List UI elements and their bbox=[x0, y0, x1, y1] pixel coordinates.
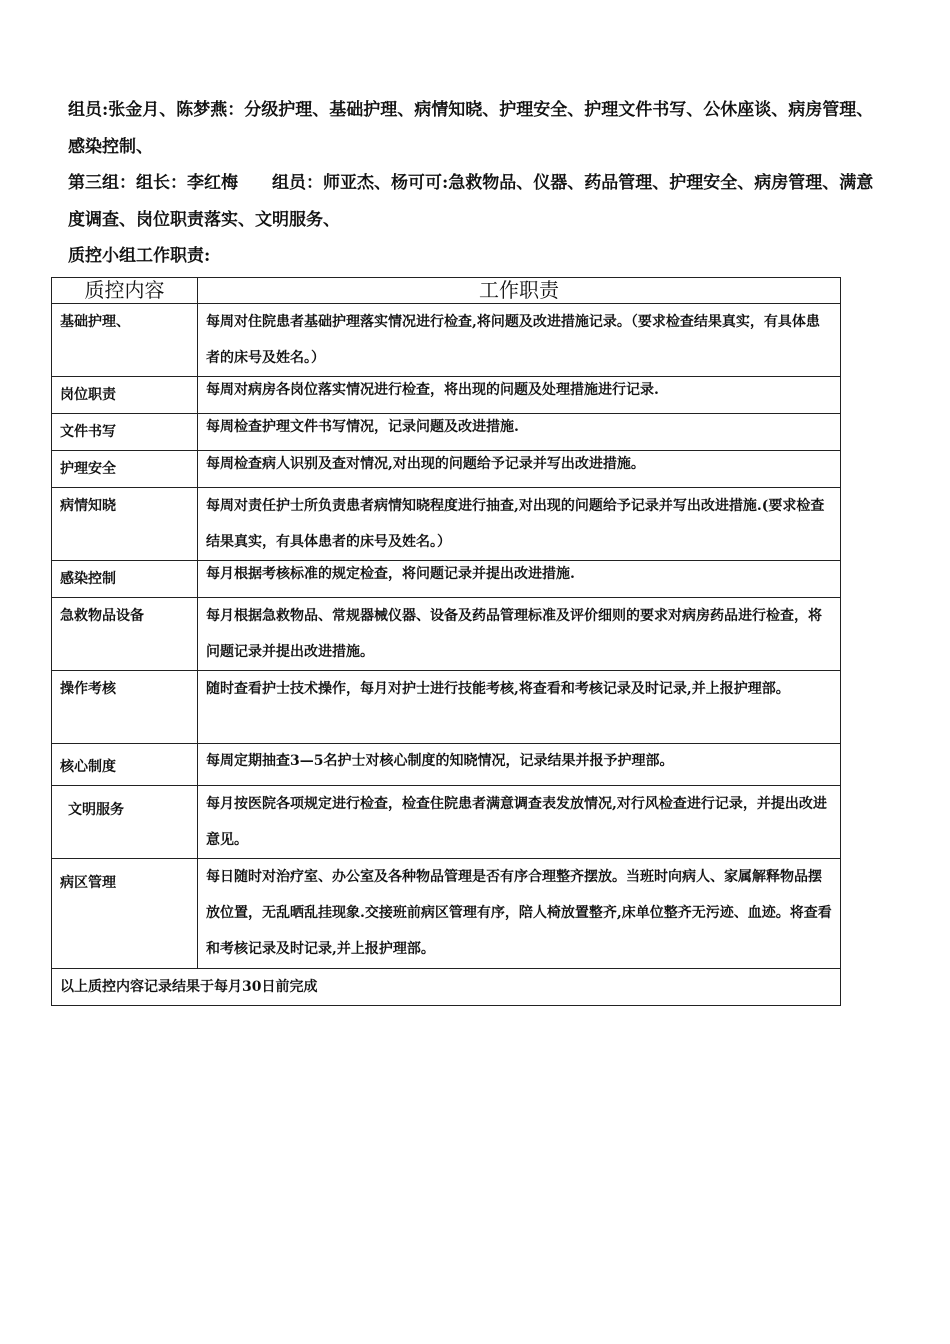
duty-table bbox=[51, 277, 841, 1006]
table-row bbox=[52, 744, 841, 786]
row-duty: 每周对住院患者基础护理落实情况进行检查,将问题及改进措施记录。（要求检查结果真实，有具体患者的床号及姓名。） bbox=[198, 304, 841, 377]
row-item: 病区管理 bbox=[52, 859, 198, 969]
table-row bbox=[52, 304, 841, 377]
table-footer-row bbox=[52, 969, 841, 1006]
table-row bbox=[52, 414, 841, 451]
table-row bbox=[52, 377, 841, 414]
table-row bbox=[52, 598, 841, 671]
row-duty: 每周对病房各岗位落实情况进行检查，将出现的问题及处理措施进行记录. bbox=[198, 377, 841, 414]
header-duty: 工作职责 bbox=[198, 278, 841, 304]
row-duty: 每周对责任护士所负责患者病情知晓程度进行抽查,对出现的问题给予记录并写出改进措施.(要求检查结果真实，有具体患者的床号及姓名。） bbox=[198, 488, 841, 561]
header-content: 质控内容 bbox=[52, 278, 198, 304]
table-row bbox=[52, 859, 841, 969]
row-item: 护理安全 bbox=[52, 451, 198, 488]
table-row bbox=[52, 671, 841, 744]
row-duty: 每周检查护理文件书写情况，记录问题及改进措施. bbox=[198, 414, 841, 451]
row-item: 岗位职责 bbox=[52, 377, 198, 414]
table-row bbox=[52, 488, 841, 561]
row-duty: 每周检查病人识别及查对情况,对出现的问题给予记录并写出改进措施。 bbox=[198, 451, 841, 488]
row-duty: 每周定期抽查3—5名护士对核心制度的知晓情况，记录结果并报予护理部。 bbox=[198, 744, 841, 786]
group-three-paragraph: 第三组：组长：李红梅 组员：师亚杰、杨可可:急救物品、仪器、药品管理、护理安全、病房管理、满意度调查、岗位职责落实、文明服务、 bbox=[68, 173, 874, 230]
table-footer-note: 以上质控内容记录结果于每月30日前完成 bbox=[52, 969, 841, 1006]
table-row bbox=[52, 451, 841, 488]
row-item: 操作考核 bbox=[52, 671, 198, 744]
row-item: 核心制度 bbox=[52, 744, 198, 786]
row-duty: 每月根据急救物品、常规器械仪器、设备及药品管理标准及评价细则的要求对病房药品进行检查，将问题记录并提出改进措施。 bbox=[198, 598, 841, 671]
row-item: 感染控制 bbox=[52, 561, 198, 598]
row-item: 基础护理、 bbox=[52, 304, 198, 377]
row-duty: 随时查看护士技术操作，每月对护士进行技能考核,将查看和考核记录及时记录,并上报护理部。 bbox=[198, 671, 841, 744]
duties-heading: 质控小组工作职责: bbox=[68, 246, 211, 266]
row-item: 文明服务 bbox=[52, 786, 198, 859]
row-item: 急救物品设备 bbox=[52, 598, 198, 671]
row-duty: 每月按医院各项规定进行检查，检查住院患者满意调查表发放情况,对行风检查进行记录，并提出改进意见。 bbox=[198, 786, 841, 859]
row-item: 文件书写 bbox=[52, 414, 198, 451]
table-row bbox=[52, 786, 841, 859]
row-duty: 每月根据考核标准的规定检查，将问题记录并提出改进措施. bbox=[198, 561, 841, 598]
row-duty: 每日随时对治疗室、办公室及各种物品管理是否有序合理整齐摆放。当班时向病人、家属解释物品摆放位置，无乱晒乱挂现象.交接班前病区管理有序，陪人椅放置整齐,床单位整齐无污迹、血迹。将查看和考核记录及时记录,并上报护理部。 bbox=[198, 859, 841, 969]
table-header-row bbox=[52, 278, 841, 304]
row-item: 病情知晓 bbox=[52, 488, 198, 561]
members-paragraph: 组员:张金月、陈梦燕：分级护理、基础护理、病情知晓、护理安全、护理文件书写、公休座谈、病房管理、感染控制、 bbox=[68, 100, 874, 157]
table-row bbox=[52, 561, 841, 598]
